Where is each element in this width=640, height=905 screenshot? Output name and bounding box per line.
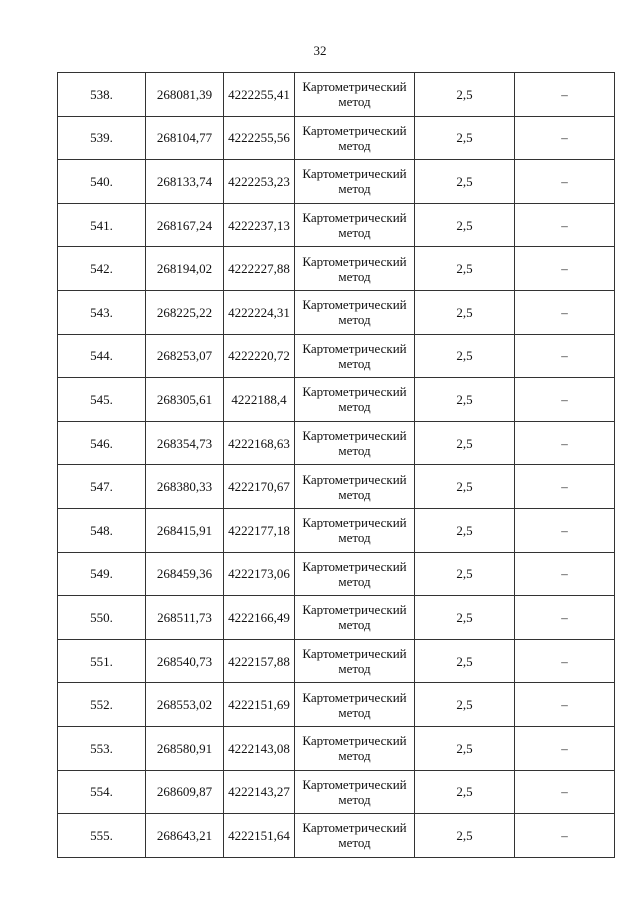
page-number: 32 <box>313 43 327 58</box>
method-cell <box>295 639 415 683</box>
point-number-cell: 553. <box>58 726 146 770</box>
method-line-1: Картометрический <box>302 79 407 95</box>
method-line-2: метод <box>338 530 371 546</box>
method-line-1: Картометрический <box>302 166 407 182</box>
coordinate-x-cell: 268194,02 <box>146 247 224 291</box>
method-line-2: метод <box>338 355 371 371</box>
accuracy-cell: 2,5 <box>415 639 515 683</box>
method-line-2: метод <box>338 748 371 764</box>
method-cell <box>295 247 415 291</box>
method-cell <box>295 334 415 378</box>
description-cell: – <box>515 814 615 858</box>
coordinate-y-cell: 4222143,27 <box>224 770 295 814</box>
table-row <box>58 116 615 160</box>
point-number-cell: 555. <box>58 814 146 858</box>
description-cell: – <box>515 290 615 334</box>
coordinate-y-cell: 4222168,63 <box>224 421 295 465</box>
coordinate-x-cell: 268305,61 <box>146 378 224 422</box>
table-row <box>58 552 615 596</box>
coordinate-y-cell: 4222151,64 <box>224 814 295 858</box>
coordinate-x-cell: 268540,73 <box>146 639 224 683</box>
coordinate-x-cell: 268459,36 <box>146 552 224 596</box>
coordinate-x-cell: 268225,22 <box>146 290 224 334</box>
accuracy-cell: 2,5 <box>415 378 515 422</box>
method-line-1: Картометрический <box>302 689 407 705</box>
method-cell <box>295 552 415 596</box>
coordinate-x-cell: 268104,77 <box>146 116 224 160</box>
point-number-cell: 547. <box>58 465 146 509</box>
coordinate-x-cell: 268167,24 <box>146 203 224 247</box>
accuracy-cell: 2,5 <box>415 421 515 465</box>
accuracy-cell: 2,5 <box>415 116 515 160</box>
coordinate-x-cell: 268609,87 <box>146 770 224 814</box>
method-cell <box>295 116 415 160</box>
table-row <box>58 421 615 465</box>
coordinate-y-cell: 4222166,49 <box>224 596 295 640</box>
accuracy-cell: 2,5 <box>415 814 515 858</box>
method-line-1: Картометрический <box>302 558 407 574</box>
point-number-cell: 541. <box>58 203 146 247</box>
coordinate-x-cell: 268415,91 <box>146 508 224 552</box>
coordinate-x-cell: 268643,21 <box>146 814 224 858</box>
coordinate-y-cell: 4222220,72 <box>224 334 295 378</box>
method-line-1: Картометрический <box>302 471 407 487</box>
accuracy-cell: 2,5 <box>415 508 515 552</box>
point-number-cell: 545. <box>58 378 146 422</box>
accuracy-cell: 2,5 <box>415 770 515 814</box>
coordinate-x-cell: 268253,07 <box>146 334 224 378</box>
coordinate-y-cell: 4222255,41 <box>224 73 295 117</box>
table-row <box>58 770 615 814</box>
table-row <box>58 683 615 727</box>
coordinate-x-cell: 268354,73 <box>146 421 224 465</box>
method-cell <box>295 726 415 770</box>
point-number-cell: 539. <box>58 116 146 160</box>
coordinate-y-cell: 4222255,56 <box>224 116 295 160</box>
description-cell: – <box>515 552 615 596</box>
point-number-cell: 554. <box>58 770 146 814</box>
description-cell: – <box>515 334 615 378</box>
description-cell: – <box>515 73 615 117</box>
method-line-2: метод <box>338 835 371 851</box>
accuracy-cell: 2,5 <box>415 203 515 247</box>
method-line-1: Картометрический <box>302 820 407 836</box>
coordinate-y-cell: 4222157,88 <box>224 639 295 683</box>
method-line-2: метод <box>338 268 371 284</box>
method-cell <box>295 203 415 247</box>
coordinate-x-cell: 268553,02 <box>146 683 224 727</box>
point-number-cell: 543. <box>58 290 146 334</box>
method-line-2: метод <box>338 94 371 110</box>
method-line-1: Картометрический <box>302 253 407 269</box>
method-line-1: Картометрический <box>302 122 407 138</box>
point-number-cell: 551. <box>58 639 146 683</box>
method-line-2: метод <box>338 181 371 197</box>
method-line-2: метод <box>338 617 371 633</box>
point-number-cell: 544. <box>58 334 146 378</box>
accuracy-cell: 2,5 <box>415 596 515 640</box>
method-line-2: метод <box>338 443 371 459</box>
method-line-2: метод <box>338 225 371 241</box>
method-line-1: Картометрический <box>302 776 407 792</box>
description-cell: – <box>515 770 615 814</box>
coordinate-y-cell: 4222170,67 <box>224 465 295 509</box>
coordinate-y-cell: 4222188,4 <box>224 378 295 422</box>
accuracy-cell: 2,5 <box>415 290 515 334</box>
description-cell: – <box>515 116 615 160</box>
coordinate-x-cell: 268081,39 <box>146 73 224 117</box>
description-cell: – <box>515 247 615 291</box>
coordinate-y-cell: 4222253,23 <box>224 160 295 204</box>
method-cell <box>295 160 415 204</box>
method-line-2: метод <box>338 661 371 677</box>
method-cell <box>295 508 415 552</box>
coordinate-x-cell: 268580,91 <box>146 726 224 770</box>
description-cell: – <box>515 203 615 247</box>
method-line-2: метод <box>338 791 371 807</box>
coordinate-y-cell: 4222177,18 <box>224 508 295 552</box>
method-line-1: Картометрический <box>302 602 407 618</box>
method-line-2: метод <box>338 312 371 328</box>
method-line-1: Картометрический <box>302 384 407 400</box>
point-number-cell: 552. <box>58 683 146 727</box>
accuracy-cell: 2,5 <box>415 247 515 291</box>
coordinates-table <box>57 72 615 858</box>
table-row <box>58 290 615 334</box>
coordinate-y-cell: 4222237,13 <box>224 203 295 247</box>
method-line-2: метод <box>338 704 371 720</box>
table-row <box>58 247 615 291</box>
table-row <box>58 73 615 117</box>
table-row <box>58 378 615 422</box>
accuracy-cell: 2,5 <box>415 73 515 117</box>
table-row <box>58 814 615 858</box>
method-cell <box>295 421 415 465</box>
description-cell: – <box>515 160 615 204</box>
method-cell <box>295 683 415 727</box>
method-line-1: Картометрический <box>302 297 407 313</box>
accuracy-cell: 2,5 <box>415 683 515 727</box>
table-row <box>58 639 615 683</box>
table-row <box>58 465 615 509</box>
accuracy-cell: 2,5 <box>415 160 515 204</box>
table-row <box>58 508 615 552</box>
method-cell <box>295 465 415 509</box>
description-cell: – <box>515 596 615 640</box>
method-line-1: Картометрический <box>302 515 407 531</box>
coordinate-y-cell: 4222227,88 <box>224 247 295 291</box>
point-number-cell: 548. <box>58 508 146 552</box>
coordinate-y-cell: 4222173,06 <box>224 552 295 596</box>
coordinate-y-cell: 4222224,31 <box>224 290 295 334</box>
description-cell: – <box>515 683 615 727</box>
accuracy-cell: 2,5 <box>415 465 515 509</box>
point-number-cell: 542. <box>58 247 146 291</box>
method-line-2: метод <box>338 137 371 153</box>
method-cell <box>295 378 415 422</box>
table-row <box>58 334 615 378</box>
coordinate-y-cell: 4222143,08 <box>224 726 295 770</box>
coordinate-x-cell: 268511,73 <box>146 596 224 640</box>
method-line-1: Картометрический <box>302 733 407 749</box>
coordinates-table-body <box>58 73 615 858</box>
description-cell: – <box>515 378 615 422</box>
method-cell <box>295 290 415 334</box>
coordinate-x-cell: 268133,74 <box>146 160 224 204</box>
method-line-1: Картометрический <box>302 646 407 662</box>
accuracy-cell: 2,5 <box>415 334 515 378</box>
method-line-1: Картометрический <box>302 428 407 444</box>
point-number-cell: 550. <box>58 596 146 640</box>
accuracy-cell: 2,5 <box>415 552 515 596</box>
description-cell: – <box>515 508 615 552</box>
description-cell: – <box>515 639 615 683</box>
table-row <box>58 203 615 247</box>
method-cell <box>295 73 415 117</box>
description-cell: – <box>515 421 615 465</box>
description-cell: – <box>515 465 615 509</box>
point-number-cell: 546. <box>58 421 146 465</box>
point-number-cell: 549. <box>58 552 146 596</box>
method-line-1: Картометрический <box>302 340 407 356</box>
method-line-2: метод <box>338 573 371 589</box>
accuracy-cell: 2,5 <box>415 726 515 770</box>
point-number-cell: 538. <box>58 73 146 117</box>
method-cell <box>295 770 415 814</box>
method-line-2: метод <box>338 399 371 415</box>
table-row <box>58 160 615 204</box>
point-number-cell: 540. <box>58 160 146 204</box>
method-cell <box>295 814 415 858</box>
coordinate-x-cell: 268380,33 <box>146 465 224 509</box>
table-row <box>58 596 615 640</box>
table-row <box>58 726 615 770</box>
method-line-1: Картометрический <box>302 210 407 226</box>
method-cell <box>295 596 415 640</box>
description-cell: – <box>515 726 615 770</box>
coordinate-y-cell: 4222151,69 <box>224 683 295 727</box>
method-line-2: метод <box>338 486 371 502</box>
